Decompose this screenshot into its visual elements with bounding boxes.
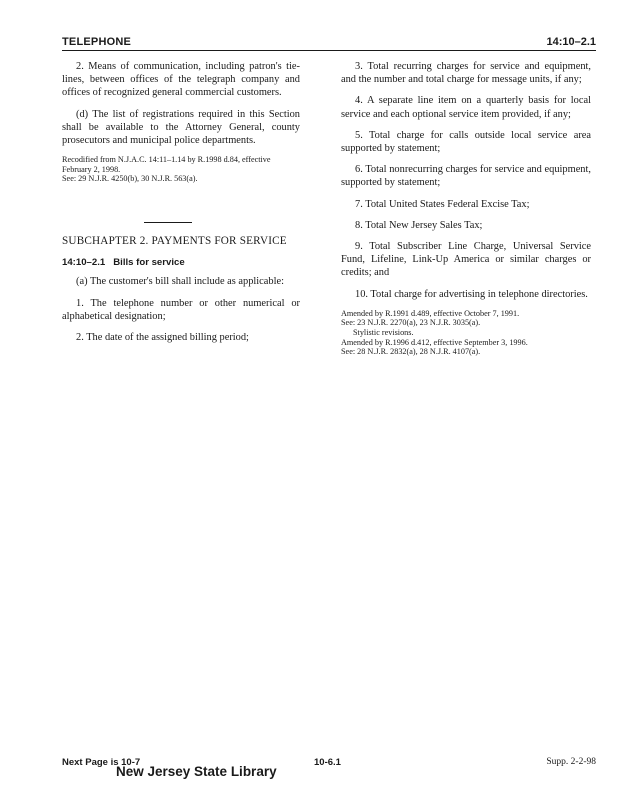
list-item-10: 10. Total charge for advertising in telephone directories. xyxy=(355,288,588,300)
note-amended-1996: Amended by R.1996 d.412, effective September 3, 1996. xyxy=(341,337,528,347)
list-item-8: 8. Total New Jersey Sales Tax; xyxy=(355,219,483,231)
next-page-note: Next Page is 10-7 xyxy=(62,757,141,768)
note-recodified: Recodified from N.J.A.C. 14:11–1.14 by R.1998 d.84, effective February 2, 1998. xyxy=(62,155,271,174)
history-note xyxy=(62,155,300,184)
subchapter-heading: SUBCHAPTER 2. PAYMENTS FOR SERVICE xyxy=(62,235,287,247)
list-item-7: 7. Total United States Federal Excise Tax; xyxy=(355,198,530,210)
list-item-9: 9. Total Subscriber Line Charge, Universal Service Fund, Lifeline, Link-Up America or similar charges or credits; and xyxy=(341,241,591,279)
section-separator xyxy=(144,222,192,223)
section-heading xyxy=(62,256,300,269)
library-stamp: New Jersey State Library xyxy=(116,764,277,779)
note-amended-1991: Amended by R.1991 d.489, effective October 7, 1991. xyxy=(341,308,520,318)
amendment-history xyxy=(341,309,591,357)
list-item-communication: 2. Means of communication, including patron's tie-lines, between offices of the telegraph company and offices of recognized general commercial customers. xyxy=(62,61,300,99)
list-item-4: 4. A separate line item on a quarterly basis for local service and each optional service item provided, if any; xyxy=(341,95,591,120)
list-item-2: 2. The date of the assigned billing period; xyxy=(76,332,249,344)
supplement-date: Supp. 2-2-98 xyxy=(546,757,596,767)
page-footer xyxy=(62,752,596,782)
running-header xyxy=(62,36,596,50)
paragraph-a: (a) The customer's bill shall include as applicable: xyxy=(76,276,284,288)
section-name: Bills for service xyxy=(113,257,185,269)
header-section-ref: 14:10–2.1 xyxy=(546,36,596,48)
note-stylistic: Stylistic revisions. xyxy=(353,328,414,338)
list-item-6: 6. Total nonrecurring charges for service and equipment, supported by statement; xyxy=(341,164,591,189)
header-rule xyxy=(62,50,596,51)
paragraph-d: (d) The list of registrations required in this Section shall be available to the Attorney General, county prosecutors and municipal police departments. xyxy=(62,108,300,147)
left-column xyxy=(62,60,300,352)
section-number: 14:10–2.1 xyxy=(62,257,106,269)
note-see-1991: See: 23 N.J.R. 2270(a), 23 N.J.R. 3035(a). xyxy=(341,318,481,328)
list-item-1: 1. The telephone number or other numerical or alphabetical designation; xyxy=(62,297,300,322)
page-number: 10-6.1 xyxy=(314,757,341,768)
note-see-1996: See: 28 N.J.R. 2832(a), 28 N.J.R. 4107(a). xyxy=(341,347,481,357)
header-title: TELEPHONE xyxy=(62,36,132,48)
list-item-5: 5. Total charge for calls outside local service area supported by statement; xyxy=(341,129,591,155)
list-item-3: 3. Total recurring charges for service and equipment, and the number and total charge for message units, if any; xyxy=(341,61,591,86)
note-see: See: 29 N.J.R. 4250(b), 30 N.J.R. 563(a). xyxy=(62,174,198,184)
right-column xyxy=(341,60,591,357)
